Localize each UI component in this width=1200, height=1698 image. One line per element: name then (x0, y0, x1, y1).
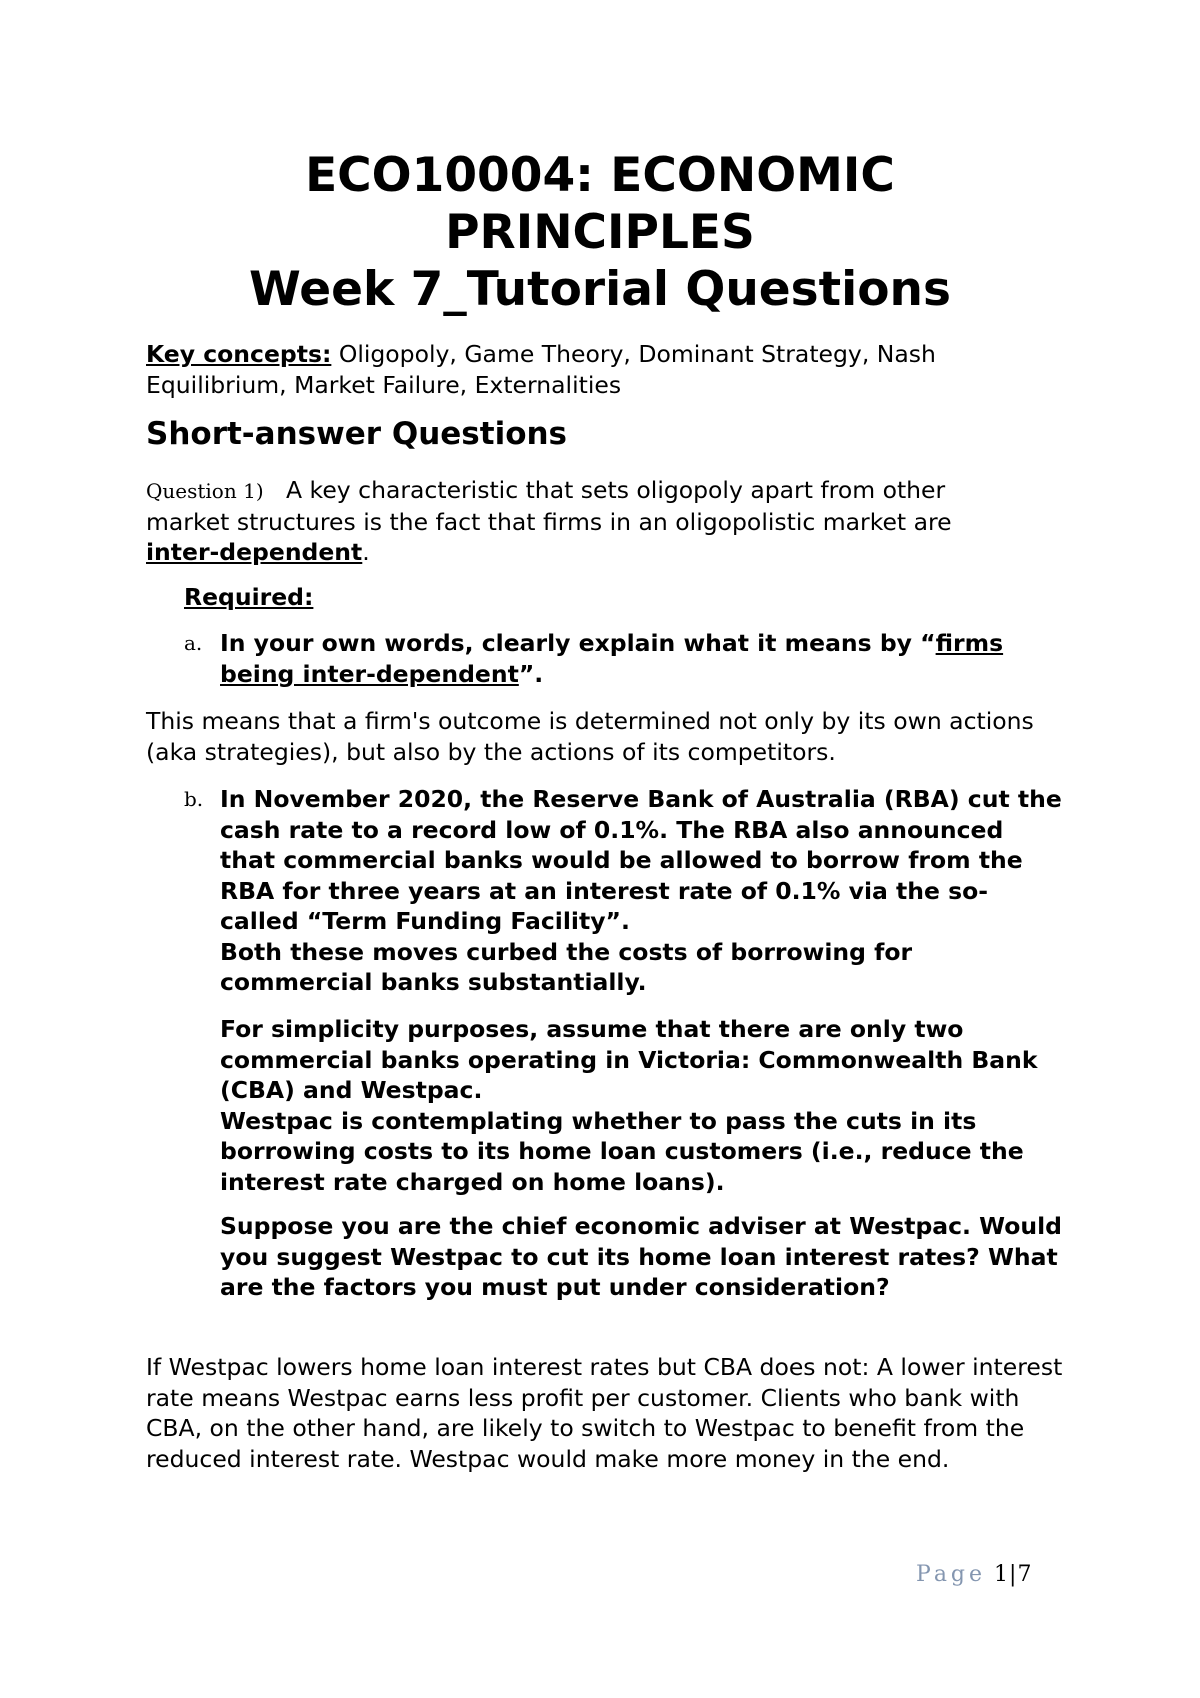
part-a (184, 628, 1064, 689)
part-b-paragraph-1 (184, 784, 1064, 998)
section-heading: Short-answer Questions (146, 416, 568, 452)
part-b-p1b: Both these moves curbed the costs of borrowing for commercial banks substantially. (220, 937, 913, 996)
key-concepts-label: Key concepts: (146, 340, 332, 368)
required-label: Required: (184, 583, 314, 611)
part-b-paragraph-2 (220, 1014, 1080, 1197)
part-b-marker: b. (184, 787, 204, 811)
part-b-p1: In November 2020, the Reserve Bank of Australia (RBA) cut the cash rate to a record low of 0.1%. The RBA also announced that commercial banks would be allowed to borrow from the RBA for three years at an interest rate of 0.1% via the so-called “Term Funding Facility”. (220, 785, 1062, 935)
footer-page-word: Page (916, 1562, 987, 1587)
question-1-intro-text: A key characteristic that sets oligopoly apart from other market structures is the fact that firms in an oligopolistic market are (146, 476, 952, 536)
footer-page-number: 1 (994, 1562, 1010, 1587)
part-b-answer: If Westpac lowers home loan interest rates but CBA does not: A lower interest rate means Westpac earns less profit per customer. Clients who bank with CBA, on the other hand, are likely to switch to Westpac to benefit from the reduced interest rate. Westpac would make more money in the end. (146, 1353, 1063, 1473)
part-b-paragraph-3: Suppose you are the chief economic adviser at Westpac. Would you suggest Westpac to cut its home loan interest rates? What are the factors you must put under consideration? (220, 1212, 1062, 1301)
part-a-text-start: In your own words, clearly explain what it means by “ (220, 629, 936, 657)
title-line-3: Week 7_Tutorial Questions (249, 262, 951, 317)
question-1-intro-end: . (362, 538, 370, 566)
part-a-question (184, 628, 1064, 689)
title-line-1: ECO10004: ECONOMIC (305, 148, 895, 203)
question-1-intro-emphasis: inter-dependent (146, 538, 363, 566)
part-b-p2b: Westpac is contemplating whether to pass the cuts in its borrowing costs to its home loan customers (i.e., reduce the interest rate charged on home loans). (220, 1106, 1024, 1196)
part-b-p2: For simplicity purposes, assume that there are only two commercial banks operating in Victoria: Commonwealth Bank (CBA) and Westpac. (220, 1015, 1038, 1104)
footer-separator: | (1009, 1562, 1018, 1587)
part-b (184, 784, 1064, 998)
part-a-marker: a. (184, 631, 203, 655)
page-footer (916, 1562, 1032, 1587)
question-1-intro (146, 475, 1026, 568)
key-concepts-text: Oligopoly, Game Theory, Dominant Strategy, Nash Equilibrium, Market Failure, Externalities (146, 340, 936, 399)
title-line-2: PRINCIPLES (445, 205, 755, 260)
key-concepts (146, 339, 976, 400)
footer-total-pages: 7 (1017, 1562, 1033, 1587)
part-a-text-emphasis: firms being inter-dependent (220, 629, 1004, 688)
part-a-text-end: ”. (518, 659, 544, 688)
part-a-answer: This means that a firm's outcome is determined not only by its own actions (aka strategies), but also by the actions of its competitors. (146, 707, 1034, 766)
question-1-label: Question 1) (146, 479, 264, 503)
